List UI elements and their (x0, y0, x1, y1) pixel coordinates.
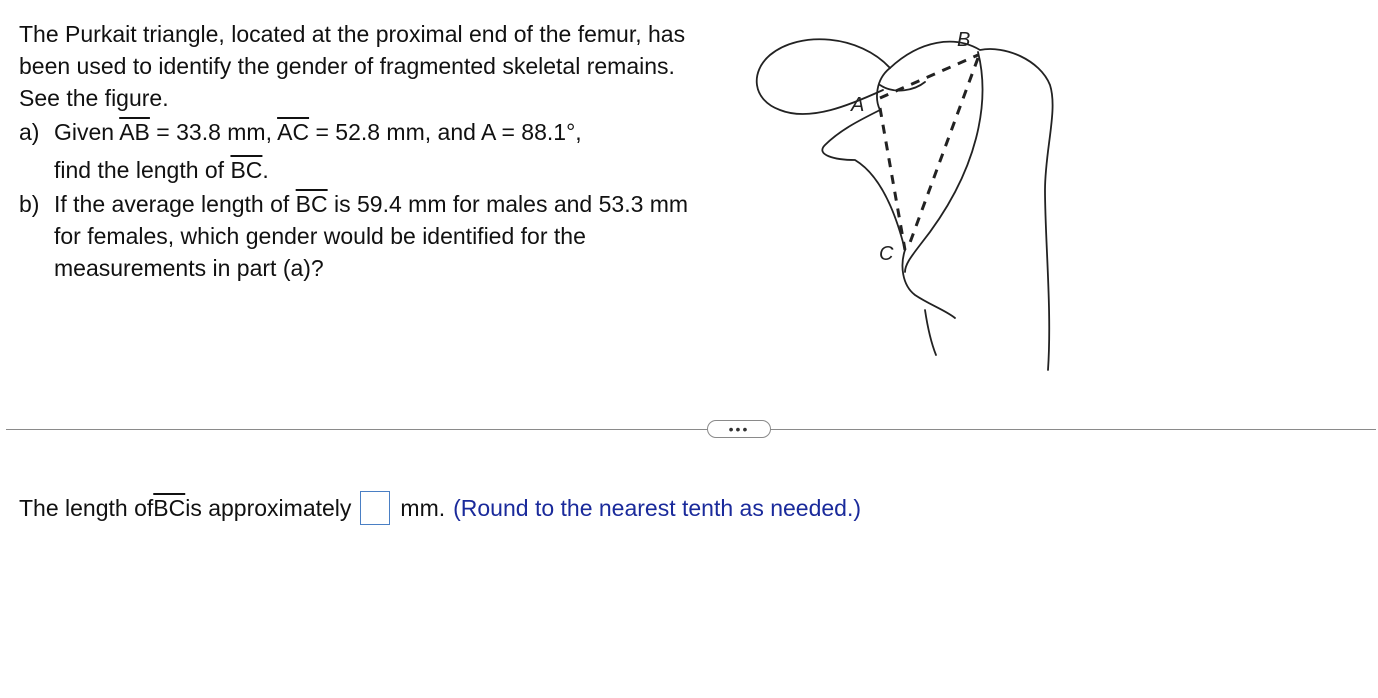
answer-prefix: The length of (19, 494, 154, 521)
vertex-label-b: B (957, 29, 971, 51)
part-a-label: a) (19, 119, 40, 145)
answer-middle: is approximately (185, 494, 352, 521)
part-b-label: b) (19, 191, 40, 217)
rounding-hint: (Round to the nearest tenth as needed.) (453, 494, 862, 521)
part-b-body (54, 188, 709, 284)
question-text (19, 18, 709, 284)
part-a-given-line (54, 116, 709, 148)
femur-figure (740, 10, 1070, 380)
shaft-medial-outline (925, 310, 936, 355)
segment-ac: $\overline{AC}$ (277, 119, 310, 145)
femoral-head-outline (757, 39, 890, 114)
triangle-side-ab (880, 55, 978, 98)
intertrochanteric-line (905, 52, 982, 272)
section-divider (6, 429, 1376, 430)
question-intro: The Purkait triangle, located at the proximal end of the femur, has been used to identify the gender of fragmented skeletal remains. See the figure. (19, 21, 686, 111)
femur-diagram (740, 10, 1070, 380)
ab-value: = 33.8 mm, (149, 119, 278, 145)
bc-length-input[interactable] (360, 491, 390, 525)
segment-ab: $\overline{AB}$ (119, 119, 150, 145)
part-a-find-prefix: find the length of (54, 157, 231, 183)
greater-trochanter-outline (890, 42, 1053, 370)
vertex-label-c: C (879, 243, 894, 265)
more-options-button[interactable]: ••• (707, 420, 771, 438)
part-a-find-suffix: . (262, 157, 269, 183)
part-b-prefix: If the average length of (54, 191, 296, 217)
part-b-suffix: is 59.4 mm for males and 53.3 mm for females, which gender would be identified for the measurements in part (a)? (54, 191, 689, 281)
lesser-trochanter-outline (902, 250, 955, 318)
part-a-find-line (54, 154, 709, 186)
part-a-body (54, 116, 709, 186)
vertex-label-a: A (851, 94, 865, 116)
segment-bc: $\overline{BC}$ (230, 157, 263, 183)
segment-bc-b: $\overline{BC}$ (295, 191, 328, 217)
part-a-given-prefix: Given (54, 119, 120, 145)
answer-unit: mm. (400, 494, 446, 521)
ac-value: = 52.8 mm, and A = 88.1°, (309, 119, 582, 145)
part-b (19, 188, 709, 284)
answer-segment-bc: $\overline{BC}$ (153, 494, 186, 521)
answer-row (19, 488, 861, 528)
triangle-side-ac (880, 108, 905, 250)
part-a (19, 116, 709, 186)
